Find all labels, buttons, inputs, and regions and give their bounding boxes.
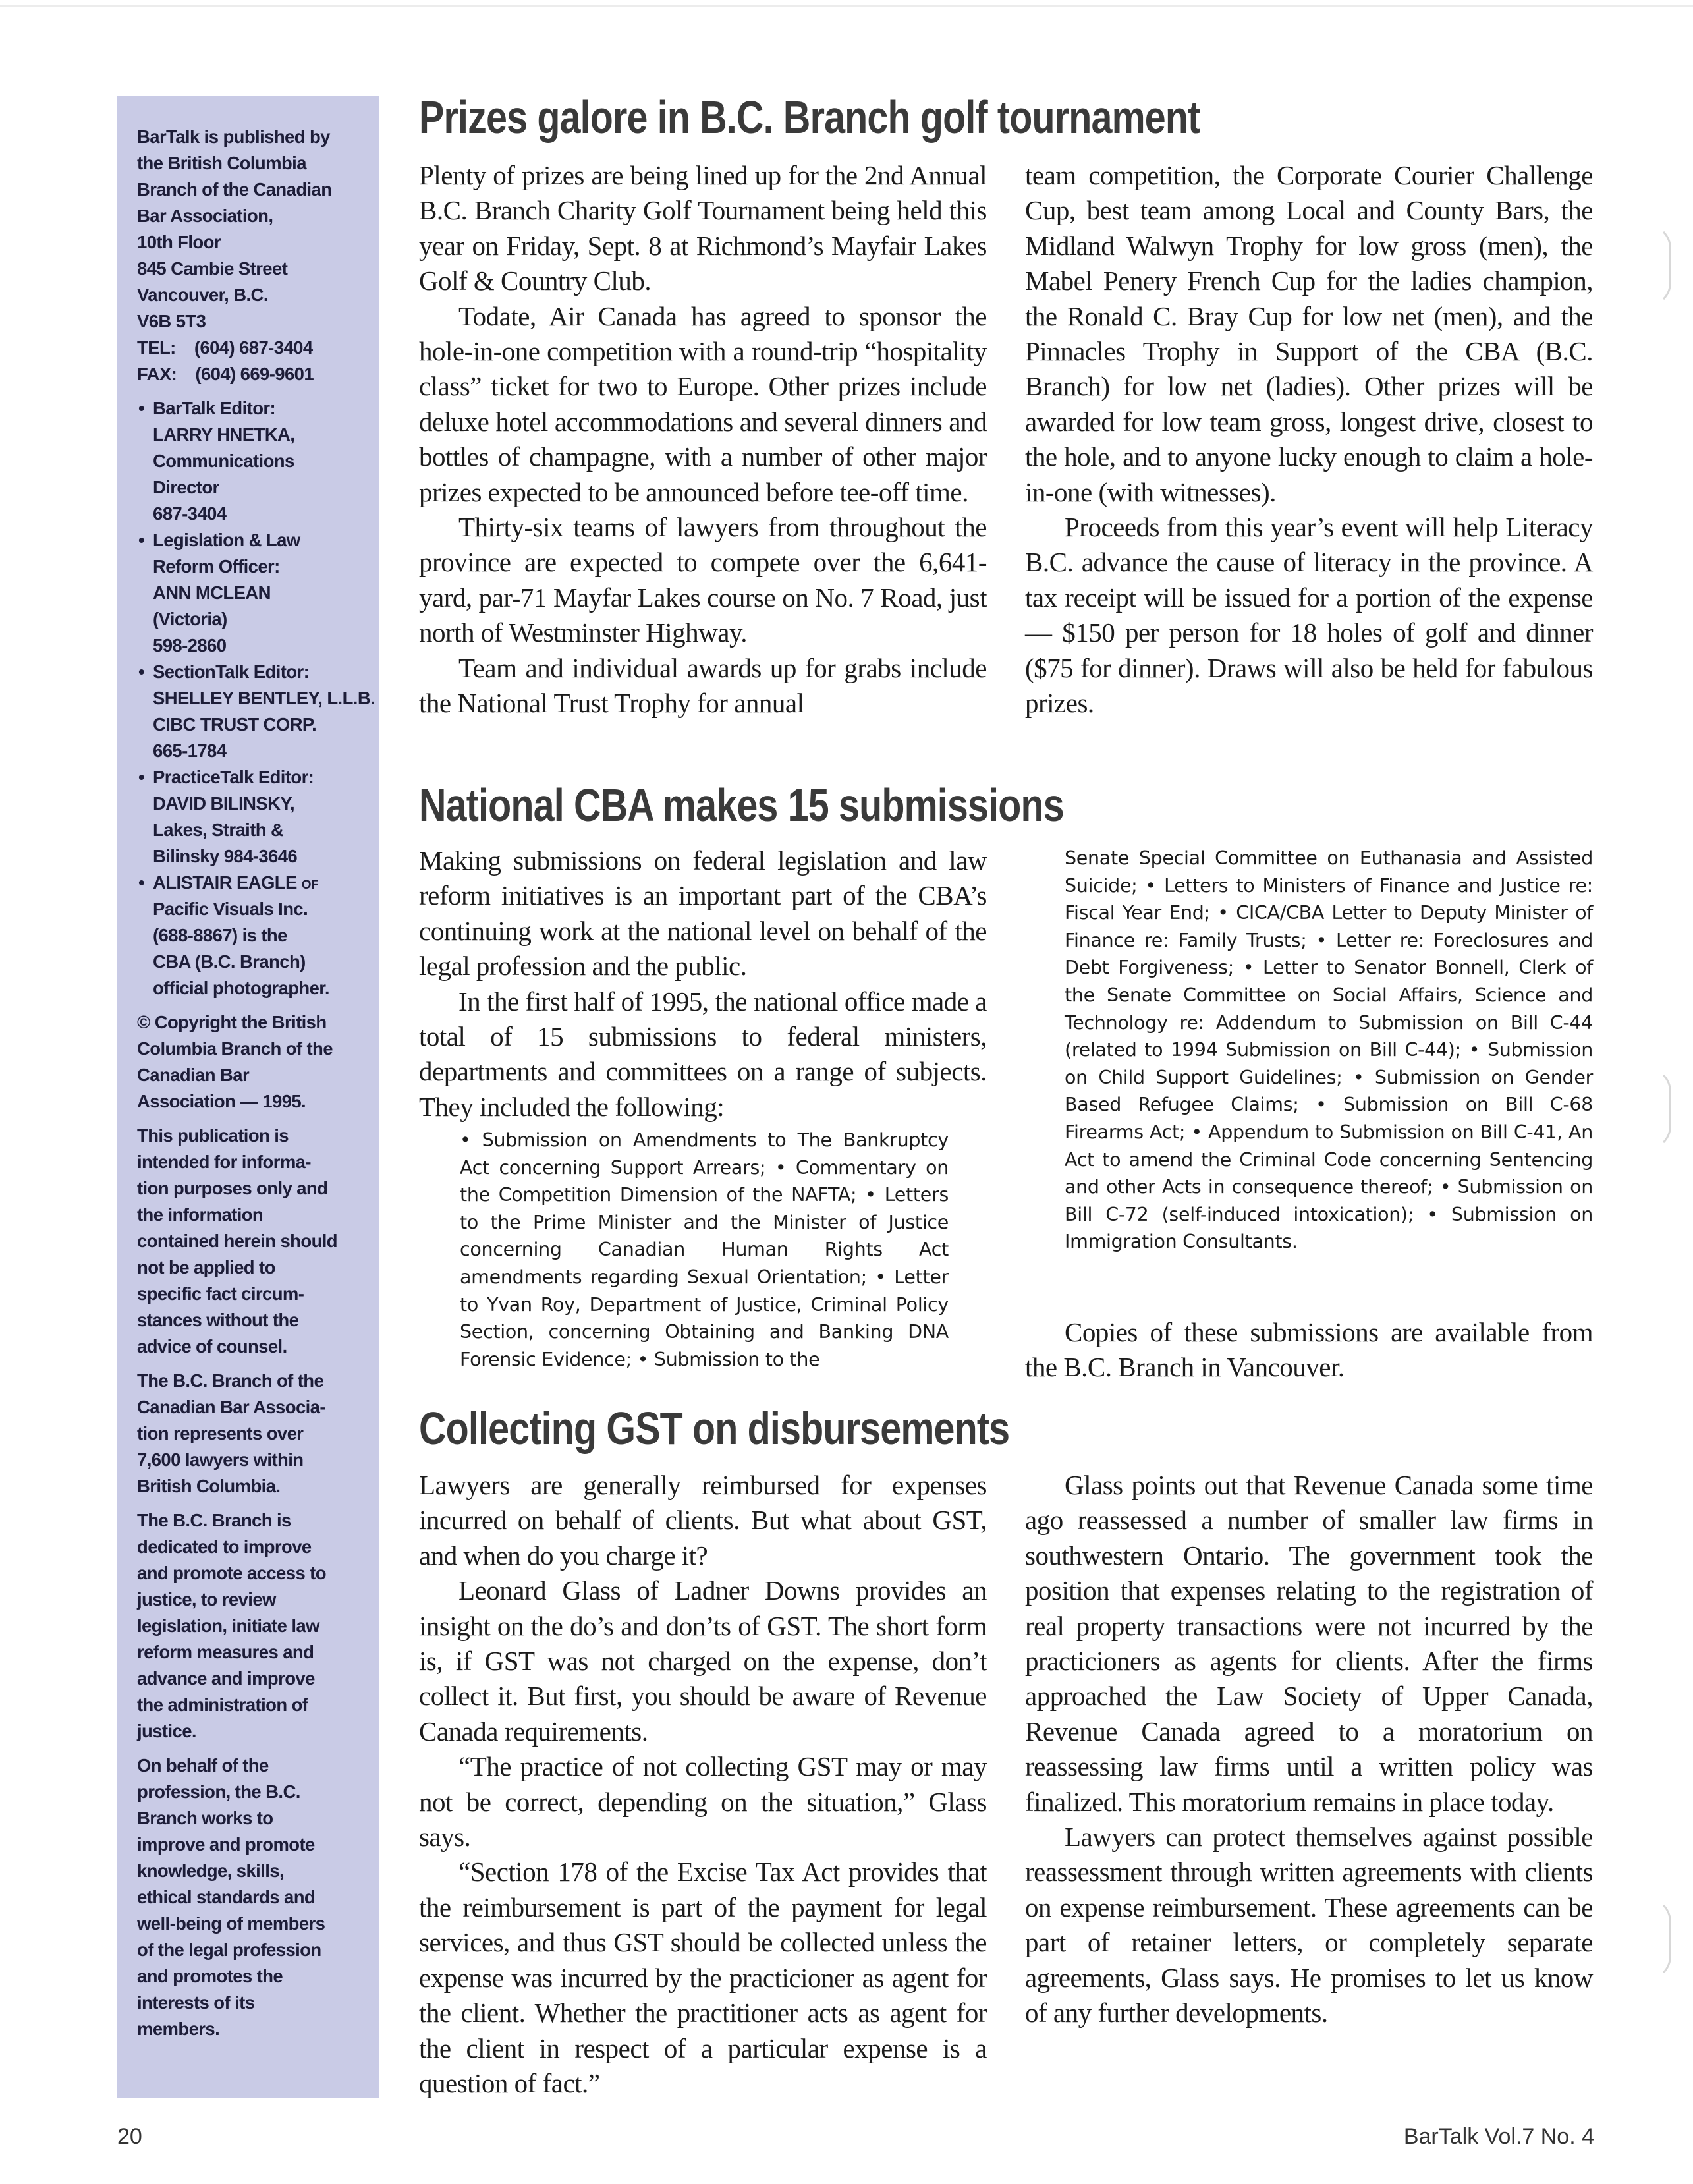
- gst-headline: Collecting GST on disbursements: [419, 1403, 1010, 1454]
- bullet-icon: •: [138, 872, 145, 893]
- bullet-icon: •: [138, 767, 145, 787]
- top-edge-line: [0, 5, 1693, 7]
- bullet-icon: •: [138, 530, 145, 550]
- golf-column-left: Plenty of prizes are being lined up for the 2nd Annual B.C. Branch Charity Golf Tournament being held this year on Friday, Sept. 8 at Richmond’s Mayfair Lakes Golf & Country Club. Todate, Air Canada has agreed to sponsor the hole-in-one competition with a round-trip “hospitality class” ticket for two to Europe. Other prizes include deluxe hotel accommodations and several dinners and bottles of champagne, with a number of other major prizes expected to be announced before tee-off time. Thirty-six teams of lawyers from throughout the province are expected to compete over the 6,641-yard, par-71 Mayfar Lakes course on No. 7 Road, just north of Westminster Highway. Team and individual awards up for grabs include the National Trust Trophy for annual: [419, 160, 987, 719]
- issue-label: BarTalk Vol.7 No. 4: [1403, 2124, 1594, 2149]
- binding-hole-mark: [1647, 1897, 1671, 1980]
- sidebar-staff-editor: • BarTalk Editor: LARRY HNETKA, Communications Director 687-3404 • Legislation & Law Reform Officer: ANN MCLEAN (Victoria) 598-2860 • SectionTalk Editor: SHELLEY BENTLEY, L.L.B. CIBC TRUST CORP. 665-1784 • PracticeTalk Editor: DAVID BILINSKY, Lakes, Straith & Bilinsky 984-3646 • ALISTAIR EAGLE of Pacific Visuals Inc. (688-8867) is the CBA (B.C. Branch) official photographer.: [137, 395, 362, 1001]
- binding-hole-mark: [1647, 224, 1671, 307]
- golf-headline: Prizes galore in B.C. Branch golf tournament: [419, 92, 1200, 143]
- cba-submissions-list-right: Senate Special Committee on Euthanasia and Assisted Suicide; • Letters to Ministers of Finance and Justice re: Fiscal Year End; • CICA/CBA Letter to Deputy Minister of Finance re: Family Trusts; • Letter re: Foreclosures and Debt Forgiveness; • Letter to Senator Bonnell, Clerk of the Senate Committee on Social Affairs, Science and Technology re: Addendum to Submission on Bill C-44 (related to 1994 Submission on Bill C-44); • Submission on Child Support Guidelines; • Submission on Gender Based Refugee Claims; • Submission on Bill C-68 Firearms Act; • Appendum to Submission on Bill C-41, An Act to amend the Criminal Code concerning Sentencing and other Acts in consequence thereof; • Submission on Bill C-72 (self-induced intoxication); • Submission on Immigration Consultants.: [1065, 847, 1593, 1253]
- sidebar-copyright: © Copyright the British Columbia Branch of the Canadian Bar Association — 1995.: [137, 1012, 333, 1111]
- page-number: 20: [117, 2124, 142, 2149]
- gst-column-left: Lawyers are generally reimbursed for expenses incurred on behalf of clients. But what about GST, and when do you charge it? Leonard Glass of Ladner Downs provides an insight on the do’s and don’ts of GST. The short form is, if GST was not charged on the expense, don’t collect it. But first, you should be aware of Revenue Canada requirements. “The practice of not collecting GST may or may not be correct, depending on the situation,” Glass says. “Section 178 of the Excise Tax Act provides that the reimbursement is part of the payment for legal services, and thus GST should be collected unless the expense was incurred by the practicioner as agent for the client. Whether the practitioner acts as agent for the client in respect of a particular expense is a question of fact.”: [419, 1470, 987, 2098]
- cba-headline: National CBA makes 15 submissions: [419, 779, 1064, 831]
- cba-closing: Copies of these submissions are available from the B.C. Branch in Vancouver.: [1025, 1317, 1593, 1383]
- binding-hole-mark: [1647, 1067, 1671, 1150]
- bullet-icon: •: [138, 661, 145, 682]
- sidebar-represents: The B.C. Branch of the Canadian Bar Associa- tion represents over 7,600 lawyers within British Columbia.: [137, 1370, 325, 1496]
- sidebar-behalf: On behalf of the profession, the B.C. Branch works to improve and promote knowledge, skills, ethical standards and well-being of members of the legal profession and promotes the interests of its members.: [137, 1755, 325, 2039]
- golf-column-right: team competition, the Corporate Courier Challenge Cup, best team among Local and County Bars, the Midland Walwyn Trophy for low gross (men), the Mabel Penery French Cup for the ladies champion, the Ronald C. Bray Cup for low net (men), and the Pinnacles Trophy in Support of the CBA (B.C. Branch) for low net (ladies). Other prizes will be awarded for low team gross, longest drive, closest to the hole, and to anyone lucky enough to claim a hole-in-one (with witnesses). Proceeds from this year’s event will help Literacy B.C. advance the cause of literacy in the province. A tax receipt will be issued for a portion of the expense — $150 per person for 18 holes of golf and dinner ($75 for dinner). Draws will also be held for fabulous prizes.: [1025, 160, 1593, 719]
- sidebar-mission: The B.C. Branch is dedicated to improve and promote access to justice, to review legislation, initiate law reform measures and advance and improve the administration of justice.: [137, 1510, 326, 1741]
- cba-column-left: Making submissions on federal legislation and law reform initiatives is an important part of the CBA’s continuing work at the national level on behalf of the legal profession and the public. In the first half of 1995, the national office made a total of 15 submissions to federal ministers, departments and committees on a range of subjects. They included the following:: [419, 845, 987, 1122]
- bullet-icon: •: [138, 398, 145, 418]
- cba-submissions-list-left: • Submission on Amendments to The Bankruptcy Act concerning Support Arrears; • Commentary on the Competition Dimension of the NAFTA; • Letters to the Prime Minister and the Minister of Justice concerning Canadian Human Rights Act amendments regarding Sexual Orientation; • Letter to Yvan Roy, Department of Justice, Criminal Policy Section, concerning Obtaining and Banking DNA Forensic Evidence; • Submission to the: [460, 1129, 949, 1370]
- masthead-sidebar: [117, 96, 379, 2098]
- sidebar-address: BarTalk is published by the British Columbia Branch of the Canadian Bar Association, 10th Floor 845 Cambie Street Vancouver, B.C. V6B 5T3 TEL: (604) 687-3404 FAX: (604) 669-9601: [137, 126, 332, 384]
- sidebar-disclaimer: This publication is intended for informa- tion purposes only and the information contained herein should not be applied to specific fact circum- stances without the advice of counsel.: [137, 1125, 338, 1357]
- gst-column-right: Glass points out that Revenue Canada some time ago reassessed a number of smaller law firms in southwestern Ontario. The government took the position that expenses relating to the registration of real property transactions were not incurred by the practicioners as agents for clients. After the firms approached the Law Society of Upper Canada, Revenue Canada agreed to a moratorium on reassessing law firms until a written policy was finalized. This moratorium remains in place today. Lawyers can protect themselves against possible reassessment through written agreements with clients on expense reimbursement. These agreements can be part of retainer letters, or completely separate agreements, Glass says. He promises to let us know of any further developments.: [1025, 1470, 1593, 2029]
